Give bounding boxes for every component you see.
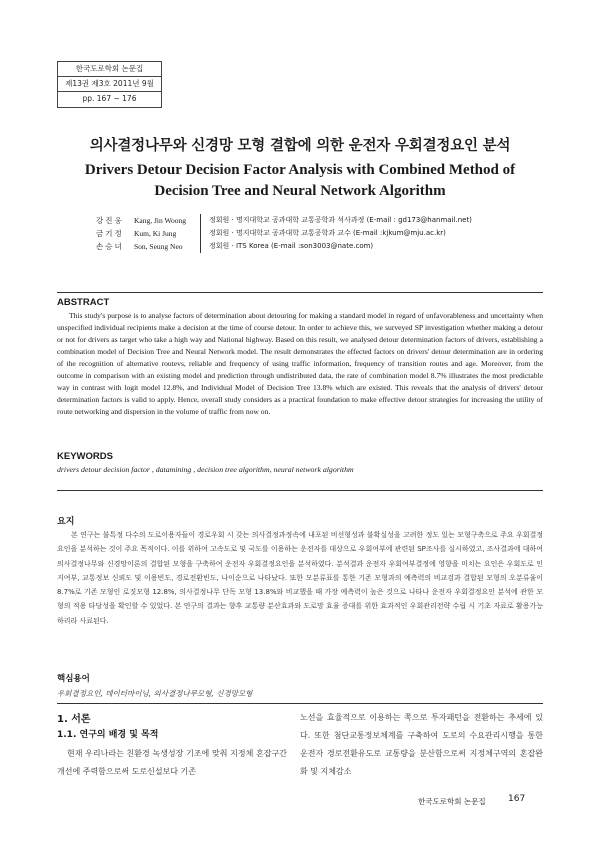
keywords-heading: KEYWORDS <box>57 451 113 462</box>
journal-pages: pp. 167 ~ 176 <box>82 94 137 103</box>
author-name-korean: 금기정 <box>96 229 124 238</box>
author-name-english: Son, Seung Neo <box>134 242 183 251</box>
body-text-right-column: 노선을 효율적으로 이용하는 쪽으로 투자패턴을 전환하는 추세에 있다. 또한 첨단교통정보체계를 구축하여 도로의 수요관리시행을 통한 운전자 경로전환유도로 교통량을 분산함으로써 지정체구역의 혼잡완화 및 지체감소 <box>300 713 543 776</box>
journal-volume: 제13권 제3호 2011년 9월 <box>58 77 161 92</box>
subsection-heading: 1.1. 연구의 배경 및 목적 <box>57 730 159 740</box>
journal-name: 한국도로학회 논문집 <box>58 62 161 77</box>
abstract-text: This study's purpose is to analyse factors of determination about detouring for making a standard model in regard of unfavorableness and uncertainty when unspecified individual recipients make a decision at the time of course detour. In order to achieve this, we surveyed SP investigation whether making a detour or not for drivers as target who take a high way and National highway. Based on this result, we analysed detour determination factors of drivers, establishing a combination model of Decision Tree and Neural Network model. The result demonstrates the effected factors on drivers' detour determination are in ordering of the recognition of alternative routevs, reliable and frequency of using traffic information, frequency of transition routes and age. Moreover, from the outcome in comparison with an existing model and prediction through undistributed data, the rate of combination model 8.7% illustrates the most predictable way in contrast with logit model 12.8%, and Individual Model of Decision Tree 13.8% which are existed. This reveals that the analysis of drivers' detour determination factors is valid to apply. Hence, overall study considers as a practical foundation to make effective detour strategies for increasing the utility of route networking and dispersion in the volume of traffic from now on. <box>57 311 543 416</box>
author-affiliation: 정회원 · 명지대학교 공과대학 교통공학과 석사과정 (E-mail : gd173@hanmail.net) <box>209 216 472 224</box>
author-affiliation: 정회원 · 명지대학교 공과대학 교통공학과 교수 (E-mail :kjkum@mju.ac.kr) <box>209 229 446 237</box>
author-name-english: Kang, Jin Woong <box>134 216 186 225</box>
footer-journal-name: 한국도로학회 논문집 <box>418 797 486 806</box>
keywords-text: drivers detour decision factor , datamining , decision tree algorithm, neural network algorithm <box>57 465 354 474</box>
korean-keywords-heading: 핵심용어 <box>57 674 90 684</box>
author-row <box>96 227 516 240</box>
summary-bottom-rule <box>57 703 543 704</box>
author-list <box>96 214 516 253</box>
paper-title-korean: 의사결정나무와 신경망 모형 결합에 의한 운전자 우회결정요인 분석 <box>89 138 511 154</box>
keywords-bottom-rule <box>57 490 543 491</box>
abstract-top-rule <box>57 292 543 293</box>
summary-text: 본 연구는 불특정 다수의 도로이용자들이 경로우회 시 갖는 의사결정과정속에 내포된 비선형성과 불확실성을 고려한 정도 있는 모형구축으로 주요 우회결정요인을 분석하는 것이 주요 목적이다. 이를 위하여 고속도로 및 국도를 이용하는 운전자를 대상으로 우회여부에 관련된 SP조사를 실시하였고, 조사결과에 대하여 의사결정나무와 신경망이론의 결합된 모형을 구축하여 운전자 우회결정요인을 분석하였다. 분석결과 운전자 우회여부결정에 영향을 미치는 요인은 우회도로 인지여부, 교통정보 신뢰도 및 이용빈도, 경로전환빈도, 나이순으로 나타났다. 또한 모분류표를 통한 기존 모형과의 예측력의 비교검과 결합된 모형의 오분류율이 8.7%로 기존 모형인 로짓모형 12.8%, 의사결정나무 단독 모형 13.8%와 비교했을 때 가장 예측력이 높은 것으로 나타나 운전자 우회결정요인 분석에 관한 모형의 적용 타당성을 확인할 수 있었다. 본 연구의 결과는 향후 교통량 분산효과와 도로망 효율 증대를 위한 효과적인 우회관리전략 수립 시 기초 자료로 활용가능하리라 사료된다. <box>57 531 543 625</box>
summary-heading: 요지 <box>57 517 75 527</box>
author-name-korean: 강진웅 <box>96 216 124 225</box>
body-text-left-column: 현재 우리나라는 친환경 녹생성장 기조에 맞춰 지정체 혼잡구간 개선에 주력함으로써 도로신설보다 기존 <box>57 749 287 776</box>
author-row <box>96 214 516 227</box>
author-name-english: Kum, Ki Jung <box>134 229 177 238</box>
author-row <box>96 240 516 253</box>
author-affiliation: 정회원 · ITS Korea (E-mail :son3003@nate.com) <box>209 242 374 250</box>
page-number: 167 <box>508 794 526 804</box>
author-name-korean: 손승녀 <box>96 242 124 251</box>
paper-title-english <box>0 160 600 202</box>
journal-info-box <box>57 61 162 108</box>
abstract-heading: ABSTRACT <box>57 297 110 308</box>
korean-keywords-text: 우회결정요인, 데이터마이닝, 의사결정나무모형, 신경망모형 <box>57 689 253 698</box>
section-heading: 1. 서론 <box>57 714 91 725</box>
paper-title-english-line1: Drivers Detour Decision Factor Analysis with Combined Method of <box>84 162 516 178</box>
paper-title-english-line2: Decision Tree and Neural Network Algorithm <box>154 183 446 199</box>
